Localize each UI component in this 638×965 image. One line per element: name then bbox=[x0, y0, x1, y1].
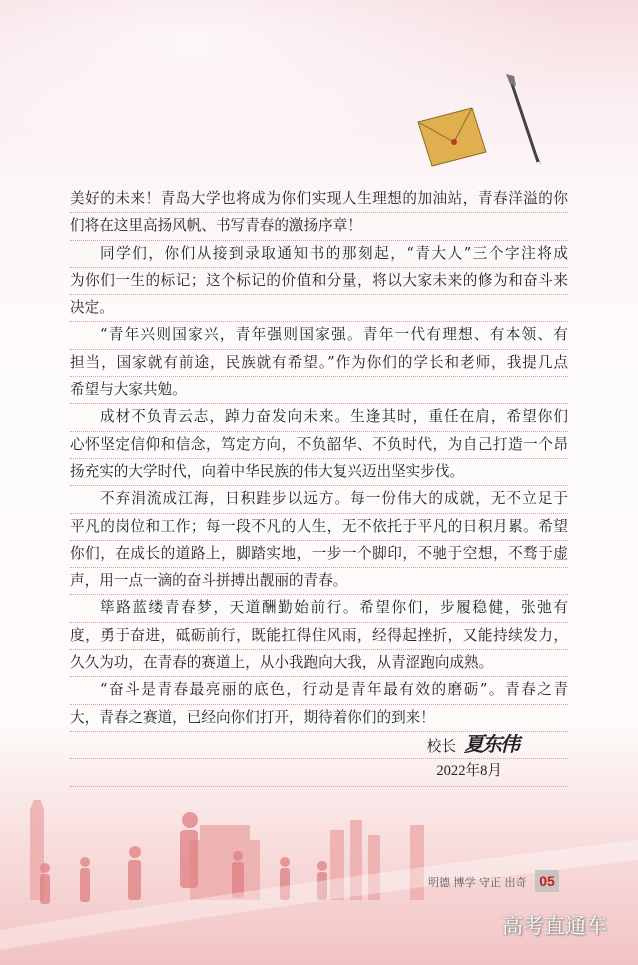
quill-pen-icon bbox=[506, 74, 542, 166]
envelope-icon bbox=[418, 108, 486, 166]
signature-line bbox=[70, 732, 568, 759]
letter-body bbox=[70, 186, 568, 787]
signature-title: 校长 bbox=[426, 737, 456, 755]
letter-line: “青年兴则国家兴，青年强则国家强。青年一代有理想、有本领、有 bbox=[70, 322, 568, 349]
letter-line: 平凡的岗位和工作；每一段不凡的人生，无不依托于平凡的日积月累。希望 bbox=[70, 514, 568, 541]
letter-line: 度，勇于奋进，砥砺前行，既能扛得住风雨，经得起挫折，又能持续发力， bbox=[70, 623, 568, 650]
letter-line: 心怀坚定信仰和信念，笃定方向，不负韶华、不负时代，为自己打造一个昂 bbox=[70, 432, 568, 459]
letter-line: 扬充实的大学时代，向着中华民族的伟大复兴迈出坚实步伐。 bbox=[70, 459, 568, 486]
letter-line: 担当，国家就有前途，民族就有希望。”作为你们的学长和老师，我提几点 bbox=[70, 350, 568, 377]
letter-line: 们将在这里高扬风帆、书写青春的激扬序章！ bbox=[70, 213, 568, 240]
page-number: 05 bbox=[535, 870, 559, 892]
letter-line: 久久为功，在青春的赛道上，从小我跑向大我，从青涩跑向成熟。 bbox=[70, 650, 568, 677]
letter-line: 希望与大家共勉。 bbox=[70, 377, 568, 404]
letter-line: 为你们一生的标记；这个标记的价值和分量，将以大家未来的修为和奋斗来 bbox=[70, 268, 568, 295]
letter-line: 声，用一点一滴的奋斗拼搏出靓丽的青春。 bbox=[70, 568, 568, 595]
letter-line: 美好的未来！青岛大学也将成为你们实现人生理想的加油站，青春洋溢的你 bbox=[70, 186, 568, 213]
university-motto: 明德 博学 守正 出奇 bbox=[428, 876, 527, 889]
letter-line: 同学们，你们从接到录取通知书的那刻起，“青大人”三个字注将成 bbox=[70, 241, 568, 268]
letter-line: 不弃涓流成江海，日积跬步以远方。每一份伟大的成就，无不立足于 bbox=[70, 486, 568, 513]
watermark: 高考直通车 bbox=[502, 914, 607, 938]
letter-line: 筚路蓝缕青春梦，天道酬勤始前行。希望你们，步履稳健，张弛有 bbox=[70, 595, 568, 622]
letter-date: 2022年8月 bbox=[70, 759, 568, 786]
letter-line: 你们，在成长的道路上，脚踏实地，一步一个脚印，不驰于空想，不骛于虚 bbox=[70, 541, 568, 568]
letter-line: 成材不负青云志，踔力奋发向未来。生逢其时，重任在肩，希望你们 bbox=[70, 404, 568, 431]
letter-line: 决定。 bbox=[70, 295, 568, 322]
signature-name: 夏东伟 bbox=[464, 731, 518, 756]
envelope-and-quill-illustration bbox=[410, 70, 560, 170]
letter-line: 大，青春之赛道，已经向你们打开，期待着你们的到来！ bbox=[70, 705, 568, 732]
letter-line: “奋斗是青春最亮丽的底色，行动是青年最有效的磨砺”。青春之青 bbox=[70, 677, 568, 704]
